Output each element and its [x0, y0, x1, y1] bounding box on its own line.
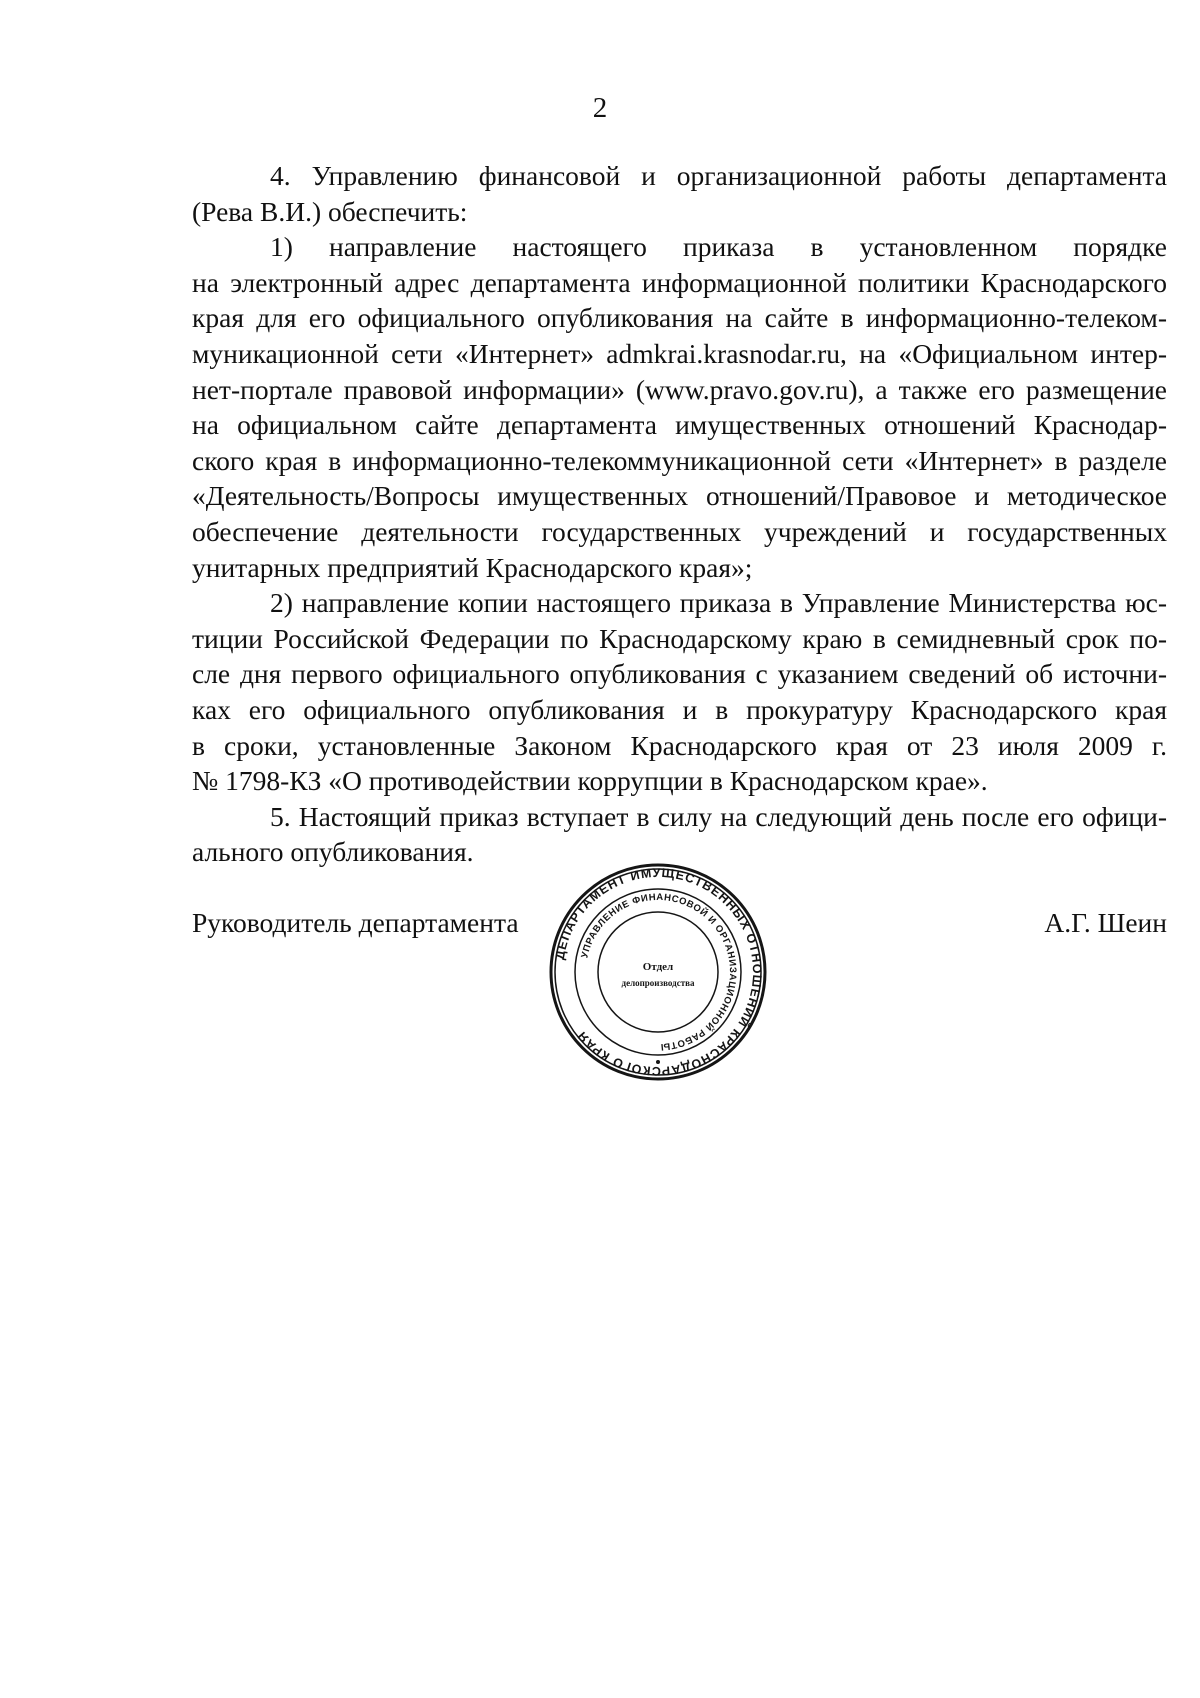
paragraph-4: [192, 158, 1167, 229]
text-line: 1) направление настоящего приказа в установленном порядке: [270, 231, 1167, 263]
signatory-name: А.Г. Шеин: [1044, 907, 1167, 938]
text-line: в сроки, установленные Законом Краснодарского края от 23 июля 2009 г.: [192, 729, 1167, 761]
stamp-center-line-1: Отдел: [642, 961, 674, 973]
text-line: тиции Российской Федерации по Краснодарскому краю в семидневный срок по-: [192, 622, 1167, 654]
text-line: края для его официального опубликования на сайте в информационно-телеком-: [192, 302, 1167, 334]
stamp-outer-text: ДЕПАРТАМЕНТ ИМУЩЕСТВЕННЫХ ОТНОШЕНИЙ КРАСНОДАРСКОГО КРАЯ: [552, 865, 765, 1079]
text-line: нет-портале правовой информации» (www.pravo.gov.ru), а также его размещение: [192, 373, 1167, 405]
text-line: унитарных предприятий Краснодарского края»;: [192, 551, 753, 583]
paragraph-4-1: [192, 229, 1167, 585]
text-line: на электронный адрес департамента информационной политики Краснодарского: [192, 266, 1167, 298]
text-line: обеспечение деятельности государственных учреждений и государственных: [192, 515, 1167, 547]
text-line: (Рева В.И.) обеспечить:: [192, 195, 468, 227]
text-line: на официальном сайте департамента имущественных отношений Краснодар-: [192, 409, 1167, 441]
official-stamp: [548, 862, 768, 1082]
signatory-position: Руководитель департамента: [192, 907, 519, 938]
stamp-dot: [656, 1060, 660, 1064]
text-line: 4. Управлению финансовой и организационной работы департамента: [270, 160, 1167, 191]
document-body: [192, 158, 1167, 870]
page-number: 2: [592, 92, 608, 124]
stamp-center-line-2: делопроизводства: [621, 978, 695, 988]
text-line: муникационной сети «Интернет» admkrai.krasnodar.ru, на «Официальном интер-: [192, 337, 1167, 369]
paragraph-4-2: [192, 585, 1167, 799]
text-line: ского края в информационно-телекоммуникационной сети «Интернет» в разделе: [192, 444, 1167, 476]
text-line: 2) направление копии настоящего приказа в Управление Министерства юс-: [270, 587, 1167, 619]
stamp-inner-text: УПРАВЛЕНИЕ ФИНАНСОВОЙ И ОРГАНИЗАЦИОННОЙ РАБОТЫ: [579, 891, 739, 1053]
text-line: 5. Настоящий приказ вступает в силу на следующий день после его офици-: [270, 800, 1167, 832]
text-line: ках его официального опубликования и в прокуратуру Краснодарского края: [192, 693, 1167, 725]
text-line: «Деятельность/Вопросы имущественных отношений/Правовое и методическое: [192, 480, 1167, 512]
text-line: № 1798-КЗ «О противодействии коррупции в Краснодарском крае».: [192, 765, 988, 797]
paragraph-5: [192, 799, 1167, 870]
text-line: сле дня первого официального опубликования с указанием сведений об источни-: [192, 658, 1167, 690]
text-line: ального опубликования.: [192, 836, 474, 868]
